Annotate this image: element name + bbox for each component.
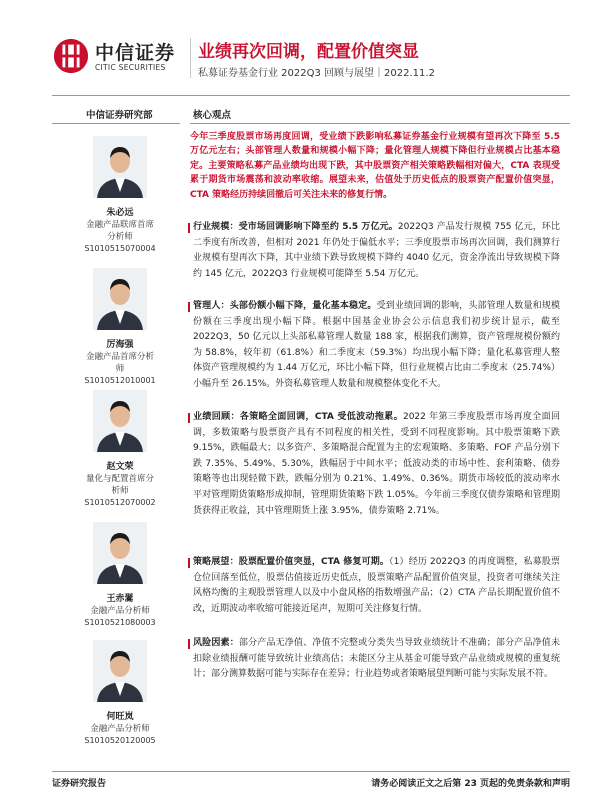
header-rule [52,95,570,96]
right-rule [190,123,570,124]
analyst-name: 厉海强 [106,340,134,350]
analyst-name: 王赤翯 [106,594,134,604]
bullet-lead: 管理人：头部份额小幅下降，量化基本稳定。 [193,301,377,311]
analyst-title: 金融产品联席首席 分析师 [85,220,154,242]
analyst-title: 金融产品分析师 [90,606,150,616]
analyst-card [60,136,180,253]
analyst-card [60,268,180,385]
analyst-code: S1010521080003 [84,618,156,627]
bullet-lead: 策略展望：股票配置价值突显，CTA 修复可期。 [193,557,390,567]
analyst-code: S1010520120005 [84,736,156,745]
report-title: 业绩再次回调，配置价值突显 [198,42,419,62]
logo-text-cn: 中信证券 [95,42,176,64]
analyst-title: 金融产品首席分析 师 [85,352,154,374]
analyst-name: 何旺岚 [106,712,134,722]
bullet-text: 受到业绩回调的影响，头部管理人数量和规模份额在三季度出现小幅下降。根据中国基金业协会公示信息我们初步统计显示，截至 2022Q3，50 亿元以上头部私募管理人数量 188 家，根据我们测算，资产管理规模份额约为 58.8%，较年初（61.8%）和二季度末（59.3%）均出现小幅下降；量化私募管理人整体资产管理规模约为 1.44 万亿元，环比小幅下降，但行业规模占比由二季度末（25.74%）小幅升至 26.15%。外资私募管理人数量和规模整体变化不大。 [193,301,560,389]
analyst-card [60,390,180,507]
analyst-code: S1010512070002 [84,498,156,507]
bullet-text: 2022 年第三季度股票市场再度全面回调，多数策略与股票资产具有不同程度的相关性，受到不同程度影响。其中股票策略下跌 9.15%，跌幅最大；以多资产、多策略混合配置为主的宏观策略、多策略、FOF 产品分别下跌 7.35%、5.49%、5.30%，跌幅居于中间水平；低波动类的市场中性、套利策略、债券策略等也出现轻微下跌，跌幅分别为 0.21%、1.49%、0.36%。期货市场较低的波动率水平对管理期货策略形成抑制，管理期货策略下跌 1.05%。今年前三季度仅债券策略和管理期货获得正收益，其中管理期货上涨 3.95%，债券策略 2.71%。 [193,412,560,516]
analyst-card [60,522,180,627]
bullet-text: 部分产品无净值、净值不完整或分类失当导致业绩统计不准确；部分产品净值未扣除业绩报酬可能导致统计业绩高估；未能区分主从基金可能导致产品业绩或规模的重复统计；部分测算数据可能与实际存在差异；行业趋势或者策略展望判断可能与实际发展不符。 [193,638,560,680]
analyst-photo-icon [93,268,147,330]
bullet-text: 2022Q3 产品发行规模 755 亿元，环比二季度有所改善，但相对 2021 年仍处于偏低水平；三季度股票市场再次回调，我们测算行业规模有望再次下降，其中业绩下跌导致规模下降约 4040 亿元，资金净流出导致规模下降约 145 亿元，2022Q3 行业规模可能降至 5.54 万亿元。 [193,222,560,279]
footer-rule [52,771,570,772]
bullet-strategy-outlook [193,555,560,617]
bullet-managers [193,299,560,393]
bullet-lead: 业绩回顾：各策略全面回调，CTA 受低波动拖累。 [193,412,403,422]
logo-text-en: CITIC SECURITIES [95,63,166,72]
footer-disclaimer: 请务必阅读正文之后第 23 页起的免责条款和声明 [371,779,570,789]
analyst-photo-icon [93,390,147,452]
bullet-risk-factors [193,636,560,683]
analyst-card [60,640,180,745]
analyst-title: 量化与配置首席分 析师 [85,474,154,496]
bullet-lead: 风险因素： [193,638,239,648]
bullet-performance-review [193,410,560,519]
footer-report-type: 证券研究报告 [52,779,107,789]
research-dept-heading: 中信证券研究部 [86,110,153,121]
bullet-industry-scale [193,220,560,282]
core-summary: 今年三季度股票市场再度回调，受业绩下跌影响私募证券基金行业规模有望再次下降至 5.5 万亿元左右；头部管理人数量和规模小幅下降；量化管理人规模下降但行业规模占比基本稳定。主要策略私募产品业绩均出现下跌，其中股票资产相关策略跌幅相对偏大，CTA 表现受累于期货市场震荡和波动率收缩。展望未来，估值处于历史低点的股票资产配置价值突显，CTA 策略经历持续回撤后可关注未来的修复行情。 [190,132,560,200]
bullet-text: （1）经历 2022Q3 的再度调整，私募股票仓位回落至低位，股票估值接近历史低点，股票策略产品配置价值突显，投资者可继续关注风格均衡的主观股票管理人以及中小盘风格的指数增强产品；（2）CTA 产品长期配置价值不改，近期波动率收缩可能接近尾声，短期可关注修复行情。 [193,557,560,614]
analyst-code: S1010515070004 [84,244,156,253]
core-view-heading: 核心观点 [193,110,232,121]
analyst-photo-icon [93,640,147,702]
analyst-photo-icon [93,522,147,584]
analyst-name: 朱必远 [106,208,134,218]
report-subtitle: 私募证券基金行业 2022Q3 回顾与展望｜2022.11.2 [198,68,435,79]
analyst-photo-icon [93,136,147,198]
analyst-code: S1010512010001 [84,376,156,385]
analyst-name: 赵文荣 [106,462,134,472]
analyst-title: 金融产品分析师 [90,724,150,734]
bullet-lead: 行业规模：受市场回调影响下降至约 5.5 万亿元。 [193,222,398,232]
header-divider [190,38,191,78]
left-rule [52,123,180,124]
citic-logo-icon [52,37,90,75]
